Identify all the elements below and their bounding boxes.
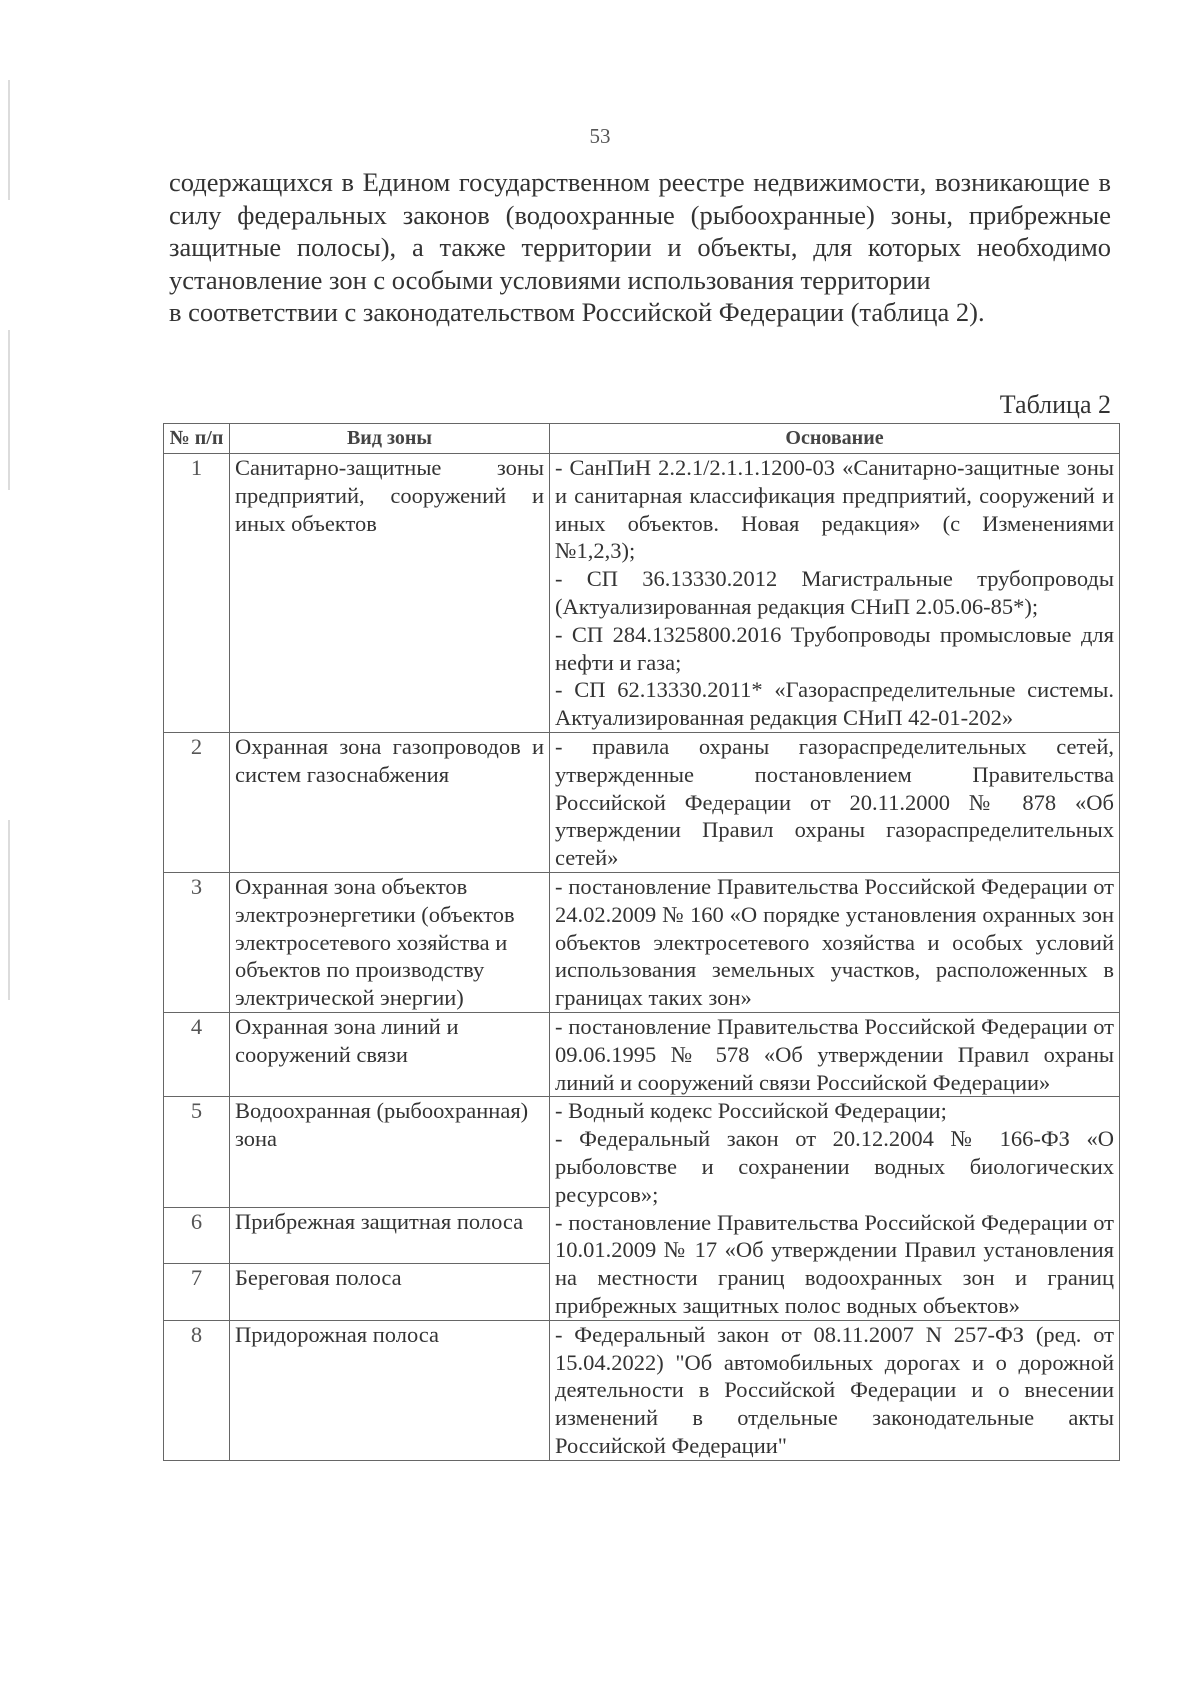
page-number: 53 [589,124,611,148]
zones-table [163,423,1120,1461]
basis-item: - постановление Правительства Российской Федерации от 09.06.1995 № 578 «Об утверждении Правил охраны линий и сооружений связи Российской Федерации» [555,1013,1114,1095]
row-num: 4 [164,1012,230,1096]
basis-item: - постановление Правительства Российской Федерации от 10.01.2009 № 17 «Об утверждении Правил установления на местности границ водоохранных зон и границ прибрежных защитных полос водных объектов» [555,1209,1114,1318]
header-kind: Вид зоны [230,424,550,454]
basis-item: - Федеральный закон от 08.11.2007 N 257-ФЗ (ред. от 15.04.2022) "Об автомобильных дорогах и о дорожной деятельности в Российской Федерации и о внесении изменений в отдельные законодательные акты Российской Федерации" [555,1321,1114,1458]
table-row [164,872,1120,1012]
row-num: 7 [164,1264,230,1320]
table-row [164,1012,1120,1096]
basis-item: - СанПиН 2.2.1/2.1.1.1200-03 «Санитарно-защитные зоны и санитарная классификация предприятий, сооружений и иных объектов. Новая редакция» (с Изменениями №1,2,3); [555,455,1114,564]
row-num: 1 [164,454,230,733]
header-basis: Основание [550,424,1120,454]
binding-edge-mark [8,820,10,1000]
table-caption: Таблица 2 [999,390,1111,419]
row-kind: Прибрежная защитная полоса [230,1208,550,1264]
table-header-row [164,424,1120,454]
row-kind: Охранная зона газопроводов и систем газоснабжения [230,732,550,872]
table-row [164,732,1120,872]
row-num: 6 [164,1208,230,1264]
row-kind: Охранная зона линий и сооружений связи [230,1012,550,1096]
row-basis-merged [550,1097,1120,1320]
row-num: 5 [164,1097,230,1208]
row-num: 2 [164,732,230,872]
intro-paragraph: содержащихся в Едином государственном реестре недвижимости, возникающие в силу федеральных законов (водоохранные (рыбоохранные) зоны, прибрежные защитные полосы), а также территории и объекты, для которых необходимо установление зон с особыми условиями использования территории [169,167,1111,295]
basis-item: - СП 284.1325800.2016 Трубопроводы промысловые для нефти и газа; [555,621,1114,675]
row-kind: Санитарно-защитные зоны предприятий, сооружений и иных объектов [230,454,550,733]
binding-edge-mark [8,330,10,490]
basis-item: - постановление Правительства Российской Федерации от 24.02.2009 № 160 «О порядке установления охранных зон объектов электросетевого хозяйства и особых условий использования земельных участков, расположенных в границах таких зон» [555,873,1114,1011]
intro-paragraph: в соответствии с законодательством Российской Федерации (таблица 2). [169,297,985,328]
basis-item: - Федеральный закон от 20.12.2004 № 166-ФЗ «О рыболовстве и сохранении водных биологических ресурсов»; [555,1126,1114,1207]
table-row [164,1320,1120,1460]
row-kind: Придорожная полоса [230,1320,550,1460]
basis-item: - Водный кодекс Российской Федерации; [555,1098,947,1124]
row-basis [550,732,1120,872]
table-row [164,454,1120,733]
row-basis [550,1320,1120,1460]
basis-item: - правила охраны газораспределительных сетей, утвержденные постановлением Правительства Российской Федерации от 20.11.2000 № 878 «Об утверждении Правил охраны газораспределительных сетей» [555,733,1114,871]
header-num: № п/п [164,424,230,454]
row-kind: Охранная зона объектов электроэнергетики (объектов электросетевого хозяйства и объектов по производству электрической энергии) [230,872,550,1012]
table-row [164,1097,1120,1208]
basis-item: - СП 36.13330.2012 Магистральные трубопроводы (Актуализированная редакция СНиП 2.05.06-85*); [555,566,1114,619]
row-basis [550,872,1120,1012]
row-basis [550,454,1120,733]
intro-text [169,166,1111,329]
basis-item: - СП 62.13330.2011* «Газораспределительные системы. Актуализированная редакция СНиП 42-01-202» [555,677,1114,731]
row-basis [550,1012,1120,1096]
row-num: 8 [164,1320,230,1460]
row-kind: Береговая полоса [230,1264,550,1320]
row-num: 3 [164,872,230,1012]
row-kind: Водоохранная (рыбоохранная) зона [230,1097,550,1208]
